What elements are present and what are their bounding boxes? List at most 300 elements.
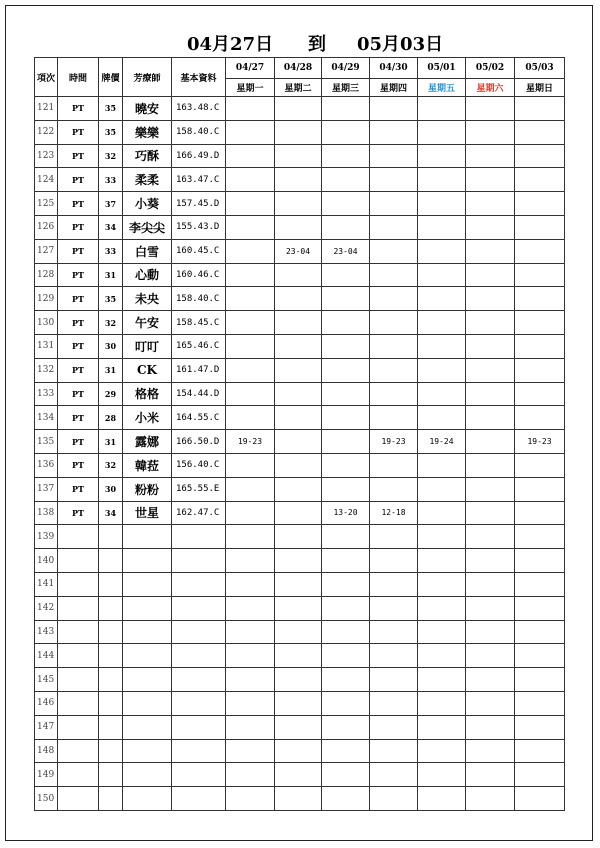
- row-time: PT: [58, 334, 99, 358]
- schedule-slot: [322, 453, 370, 477]
- row-therapist-name: [123, 596, 172, 620]
- schedule-slot: [515, 620, 565, 644]
- schedule-slot: [322, 430, 370, 454]
- row-basic-info: [172, 525, 226, 549]
- row-therapist-name: 柔柔: [123, 168, 172, 192]
- row-time: PT: [58, 97, 99, 121]
- schedule-slot: [275, 358, 322, 382]
- schedule-slot: [322, 787, 370, 811]
- schedule-slot: [226, 644, 275, 668]
- schedule-slot: [466, 287, 515, 311]
- schedule-slot: [275, 287, 322, 311]
- header-name: 芳療師: [123, 58, 172, 97]
- schedule-slot: [466, 620, 515, 644]
- schedule-slot: [418, 501, 466, 525]
- row-number: 128: [35, 263, 58, 287]
- row-basic-info: [172, 763, 226, 787]
- row-basic-info: 166.49.D: [172, 144, 226, 168]
- schedule-slot: 19-23: [515, 430, 565, 454]
- schedule-slot: [370, 97, 418, 121]
- schedule-slot: [418, 120, 466, 144]
- row-basic-info: 158.45.C: [172, 311, 226, 335]
- row-therapist-name: 露娜: [123, 430, 172, 454]
- schedule-slot: [322, 263, 370, 287]
- schedule-slot: [370, 311, 418, 335]
- schedule-slot: [515, 549, 565, 573]
- row-price: [99, 549, 123, 573]
- schedule-slot: [466, 549, 515, 573]
- row-price: 28: [99, 406, 123, 430]
- schedule-slot: [466, 477, 515, 501]
- schedule-slot: [226, 287, 275, 311]
- row-price: [99, 668, 123, 692]
- schedule-slot: [226, 334, 275, 358]
- schedule-slot: [418, 763, 466, 787]
- row-therapist-name: [123, 549, 172, 573]
- row-number: 136: [35, 453, 58, 477]
- schedule-slot: [466, 715, 515, 739]
- schedule-slot: [226, 620, 275, 644]
- schedule-slot: [322, 311, 370, 335]
- table-row: [35, 215, 565, 239]
- schedule-slot: [466, 763, 515, 787]
- row-therapist-name: 小葵: [123, 192, 172, 216]
- row-therapist-name: 午安: [123, 311, 172, 335]
- row-therapist-name: 曉安: [123, 97, 172, 121]
- row-number: 142: [35, 596, 58, 620]
- row-therapist-name: 樂樂: [123, 120, 172, 144]
- row-time: [58, 691, 99, 715]
- schedule-slot: [322, 572, 370, 596]
- row-basic-info: 163.48.C: [172, 97, 226, 121]
- schedule-slot: [418, 239, 466, 263]
- schedule-slot: [466, 334, 515, 358]
- schedule-slot: [275, 501, 322, 525]
- row-therapist-name: 白雪: [123, 239, 172, 263]
- schedule-slot: [515, 739, 565, 763]
- schedule-slot: [322, 739, 370, 763]
- schedule-slot: [418, 144, 466, 168]
- row-basic-info: 154.44.D: [172, 382, 226, 406]
- schedule-slot: [226, 525, 275, 549]
- schedule-slot: [226, 668, 275, 692]
- row-number: 133: [35, 382, 58, 406]
- table-row: [35, 382, 565, 406]
- schedule-slot: [466, 215, 515, 239]
- schedule-slot: [322, 620, 370, 644]
- schedule-title: [0, 30, 600, 56]
- row-number: 138: [35, 501, 58, 525]
- row-price: [99, 715, 123, 739]
- schedule-slot: [466, 311, 515, 335]
- row-time: PT: [58, 287, 99, 311]
- schedule-slot: [322, 382, 370, 406]
- schedule-slot: [370, 644, 418, 668]
- schedule-slot: [322, 168, 370, 192]
- row-basic-info: [172, 668, 226, 692]
- row-price: 31: [99, 430, 123, 454]
- row-basic-info: [172, 572, 226, 596]
- schedule-slot: [226, 97, 275, 121]
- row-therapist-name: [123, 525, 172, 549]
- row-number: 144: [35, 644, 58, 668]
- schedule-slot: [515, 239, 565, 263]
- row-time: PT: [58, 239, 99, 263]
- row-time: PT: [58, 358, 99, 382]
- schedule-slot: [370, 691, 418, 715]
- table-row: [35, 763, 565, 787]
- row-number: 141: [35, 572, 58, 596]
- table-row: [35, 144, 565, 168]
- schedule-slot: [226, 763, 275, 787]
- header-day: 星期三: [322, 79, 370, 97]
- row-basic-info: 156.40.C: [172, 453, 226, 477]
- table-row: [35, 549, 565, 573]
- schedule-slot: [275, 144, 322, 168]
- table-row: [35, 239, 565, 263]
- schedule-slot: [275, 453, 322, 477]
- schedule-slot: [226, 477, 275, 501]
- row-time: [58, 620, 99, 644]
- header-price: 牌價: [99, 58, 123, 97]
- schedule-slot: [466, 239, 515, 263]
- schedule-slot: [466, 168, 515, 192]
- row-time: PT: [58, 453, 99, 477]
- row-time: PT: [58, 382, 99, 406]
- schedule-slot: [515, 215, 565, 239]
- schedule-slot: [275, 596, 322, 620]
- row-price: 32: [99, 144, 123, 168]
- row-number: 127: [35, 239, 58, 263]
- schedule-slot: [322, 644, 370, 668]
- row-basic-info: 158.40.C: [172, 287, 226, 311]
- row-time: [58, 763, 99, 787]
- schedule-slot: [226, 215, 275, 239]
- schedule-slot: [466, 691, 515, 715]
- schedule-slot: [226, 549, 275, 573]
- header-date: 04/30: [370, 58, 418, 79]
- schedule-slot: [515, 192, 565, 216]
- schedule-slot: [370, 287, 418, 311]
- row-basic-info: 164.55.C: [172, 406, 226, 430]
- row-price: [99, 763, 123, 787]
- schedule-slot: [515, 715, 565, 739]
- table-row: [35, 644, 565, 668]
- row-therapist-name: 粉粉: [123, 477, 172, 501]
- schedule-slot: [466, 787, 515, 811]
- row-time: [58, 525, 99, 549]
- schedule-slot: [322, 477, 370, 501]
- row-number: 124: [35, 168, 58, 192]
- header-time: 時間: [58, 58, 99, 97]
- table-row: [35, 192, 565, 216]
- schedule-slot: [515, 311, 565, 335]
- row-time: [58, 787, 99, 811]
- table-row: [35, 572, 565, 596]
- schedule-slot: [322, 287, 370, 311]
- row-basic-info: [172, 715, 226, 739]
- schedule-slot: [226, 501, 275, 525]
- row-price: 34: [99, 501, 123, 525]
- table-row: [35, 358, 565, 382]
- row-price: 32: [99, 311, 123, 335]
- schedule-slot: [275, 311, 322, 335]
- schedule-slot: [226, 406, 275, 430]
- header-info: 基本資料: [172, 58, 226, 97]
- schedule-slot: [370, 120, 418, 144]
- row-number: 126: [35, 215, 58, 239]
- row-basic-info: [172, 644, 226, 668]
- schedule-slot: [226, 239, 275, 263]
- row-price: 37: [99, 192, 123, 216]
- row-number: 143: [35, 620, 58, 644]
- row-number: 146: [35, 691, 58, 715]
- header-date: 04/29: [322, 58, 370, 79]
- row-price: [99, 739, 123, 763]
- schedule-slot: [515, 572, 565, 596]
- schedule-slot: [370, 144, 418, 168]
- schedule-slot: [515, 168, 565, 192]
- schedule-slot: [370, 382, 418, 406]
- row-basic-info: 155.43.D: [172, 215, 226, 239]
- row-time: [58, 549, 99, 573]
- schedule-slot: [466, 739, 515, 763]
- row-basic-info: 160.45.C: [172, 239, 226, 263]
- row-therapist-name: [123, 668, 172, 692]
- schedule-slot: [515, 334, 565, 358]
- table-row: [35, 691, 565, 715]
- row-basic-info: [172, 787, 226, 811]
- schedule-slot: [275, 691, 322, 715]
- row-therapist-name: [123, 739, 172, 763]
- schedule-slot: [370, 763, 418, 787]
- row-number: 121: [35, 97, 58, 121]
- row-price: 34: [99, 215, 123, 239]
- row-time: PT: [58, 406, 99, 430]
- schedule-slot: [418, 406, 466, 430]
- header-day-friday: 星期五: [418, 79, 466, 97]
- row-therapist-name: [123, 787, 172, 811]
- schedule-slot: [226, 691, 275, 715]
- schedule-slot: [418, 691, 466, 715]
- row-basic-info: [172, 691, 226, 715]
- schedule-slot: [275, 215, 322, 239]
- schedule-slot: [466, 644, 515, 668]
- schedule-slot: [322, 144, 370, 168]
- schedule-slot: [370, 668, 418, 692]
- schedule-slot: [418, 168, 466, 192]
- table-row: [35, 525, 565, 549]
- table-row: [35, 787, 565, 811]
- row-number: 135: [35, 430, 58, 454]
- row-therapist-name: [123, 763, 172, 787]
- schedule-slot: [418, 263, 466, 287]
- header-date: 04/27: [226, 58, 275, 79]
- schedule-slot: 12-18: [370, 501, 418, 525]
- row-price: 33: [99, 239, 123, 263]
- schedule-slot: [322, 549, 370, 573]
- row-therapist-name: CK: [123, 358, 172, 382]
- row-price: 35: [99, 287, 123, 311]
- row-price: 31: [99, 263, 123, 287]
- schedule-slot: [370, 787, 418, 811]
- schedule-slot: [275, 644, 322, 668]
- table-row: [35, 477, 565, 501]
- schedule-slot: [226, 358, 275, 382]
- row-therapist-name: [123, 620, 172, 644]
- header-day: 星期二: [275, 79, 322, 97]
- schedule-slot: [370, 263, 418, 287]
- schedule-slot: [275, 668, 322, 692]
- row-time: PT: [58, 192, 99, 216]
- table-row: [35, 715, 565, 739]
- row-number: 148: [35, 739, 58, 763]
- row-basic-info: [172, 739, 226, 763]
- schedule-slot: 19-23: [226, 430, 275, 454]
- table-row: [35, 596, 565, 620]
- row-basic-info: [172, 620, 226, 644]
- schedule-slot: [275, 406, 322, 430]
- schedule-slot: [226, 311, 275, 335]
- schedule-slot: [370, 215, 418, 239]
- schedule-slot: [275, 477, 322, 501]
- schedule-slot: [322, 406, 370, 430]
- schedule-slot: [322, 358, 370, 382]
- schedule-slot: [275, 525, 322, 549]
- row-therapist-name: [123, 572, 172, 596]
- row-time: PT: [58, 477, 99, 501]
- schedule-slot: [322, 334, 370, 358]
- schedule-slot: [370, 620, 418, 644]
- schedule-slot: [418, 192, 466, 216]
- table-row: [35, 311, 565, 335]
- schedule-slot: 23-04: [322, 239, 370, 263]
- schedule-slot: [275, 168, 322, 192]
- title-end-date: 05月03日: [357, 34, 444, 55]
- row-therapist-name: 韓菈: [123, 453, 172, 477]
- row-basic-info: [172, 549, 226, 573]
- schedule-slot: [275, 763, 322, 787]
- schedule-slot: [370, 739, 418, 763]
- row-price: 31: [99, 358, 123, 382]
- row-time: [58, 572, 99, 596]
- schedule-slot: [370, 525, 418, 549]
- schedule-slot: [322, 525, 370, 549]
- title-start-date: 04月27日: [187, 34, 274, 55]
- schedule-slot: [322, 97, 370, 121]
- row-therapist-name: 叮叮: [123, 334, 172, 358]
- row-number: 140: [35, 549, 58, 573]
- header-day: 星期四: [370, 79, 418, 97]
- schedule-slot: [418, 715, 466, 739]
- schedule-slot: [370, 192, 418, 216]
- header-no: 項次: [35, 58, 58, 97]
- schedule-slot: [466, 263, 515, 287]
- schedule-slot: [418, 382, 466, 406]
- schedule-slot: [418, 787, 466, 811]
- schedule-slot: [370, 453, 418, 477]
- schedule-slot: [466, 430, 515, 454]
- schedule-slot: [515, 668, 565, 692]
- schedule-slot: [418, 525, 466, 549]
- schedule-slot: [275, 572, 322, 596]
- row-number: 149: [35, 763, 58, 787]
- row-basic-info: 166.50.D: [172, 430, 226, 454]
- table-row: [35, 501, 565, 525]
- schedule-slot: [322, 715, 370, 739]
- schedule-slot: [515, 287, 565, 311]
- schedule-slot: [515, 787, 565, 811]
- row-time: [58, 739, 99, 763]
- schedule-slot: [515, 596, 565, 620]
- table-row: [35, 97, 565, 121]
- row-time: [58, 668, 99, 692]
- row-therapist-name: 巧酥: [123, 144, 172, 168]
- schedule-slot: [370, 358, 418, 382]
- row-number: 137: [35, 477, 58, 501]
- row-price: [99, 644, 123, 668]
- schedule-slot: [418, 739, 466, 763]
- schedule-slot: [418, 453, 466, 477]
- schedule-slot: [322, 691, 370, 715]
- row-price: 29: [99, 382, 123, 406]
- schedule-slot: [515, 120, 565, 144]
- schedule-slot: [275, 549, 322, 573]
- row-time: PT: [58, 120, 99, 144]
- schedule-slot: [466, 97, 515, 121]
- schedule-table: [34, 57, 565, 811]
- row-number: 139: [35, 525, 58, 549]
- schedule-slot: [515, 406, 565, 430]
- schedule-slot: [466, 668, 515, 692]
- schedule-slot: [275, 787, 322, 811]
- schedule-slot: [322, 120, 370, 144]
- schedule-slot: [515, 477, 565, 501]
- row-therapist-name: 李尖尖: [123, 215, 172, 239]
- schedule-slot: [515, 358, 565, 382]
- schedule-slot: [275, 192, 322, 216]
- schedule-slot: [466, 144, 515, 168]
- schedule-slot: [466, 525, 515, 549]
- header-day-saturday: 星期六: [466, 79, 515, 97]
- row-price: [99, 525, 123, 549]
- row-therapist-name: [123, 691, 172, 715]
- table-row: [35, 287, 565, 311]
- schedule-slot: [370, 239, 418, 263]
- schedule-slot: [226, 787, 275, 811]
- schedule-slot: [370, 549, 418, 573]
- schedule-slot: [418, 644, 466, 668]
- schedule-slot: [226, 144, 275, 168]
- row-time: PT: [58, 144, 99, 168]
- schedule-rows: [35, 97, 565, 811]
- schedule-slot: [418, 477, 466, 501]
- schedule-slot: [275, 382, 322, 406]
- schedule-slot: [275, 97, 322, 121]
- row-time: PT: [58, 168, 99, 192]
- schedule-slot: [275, 739, 322, 763]
- schedule-slot: [418, 287, 466, 311]
- row-price: 35: [99, 120, 123, 144]
- title-to-word: 到: [308, 34, 326, 55]
- row-basic-info: 160.46.C: [172, 263, 226, 287]
- row-basic-info: 163.47.C: [172, 168, 226, 192]
- row-time: [58, 715, 99, 739]
- row-time: PT: [58, 430, 99, 454]
- schedule-slot: [226, 382, 275, 406]
- row-number: 125: [35, 192, 58, 216]
- schedule-slot: [466, 501, 515, 525]
